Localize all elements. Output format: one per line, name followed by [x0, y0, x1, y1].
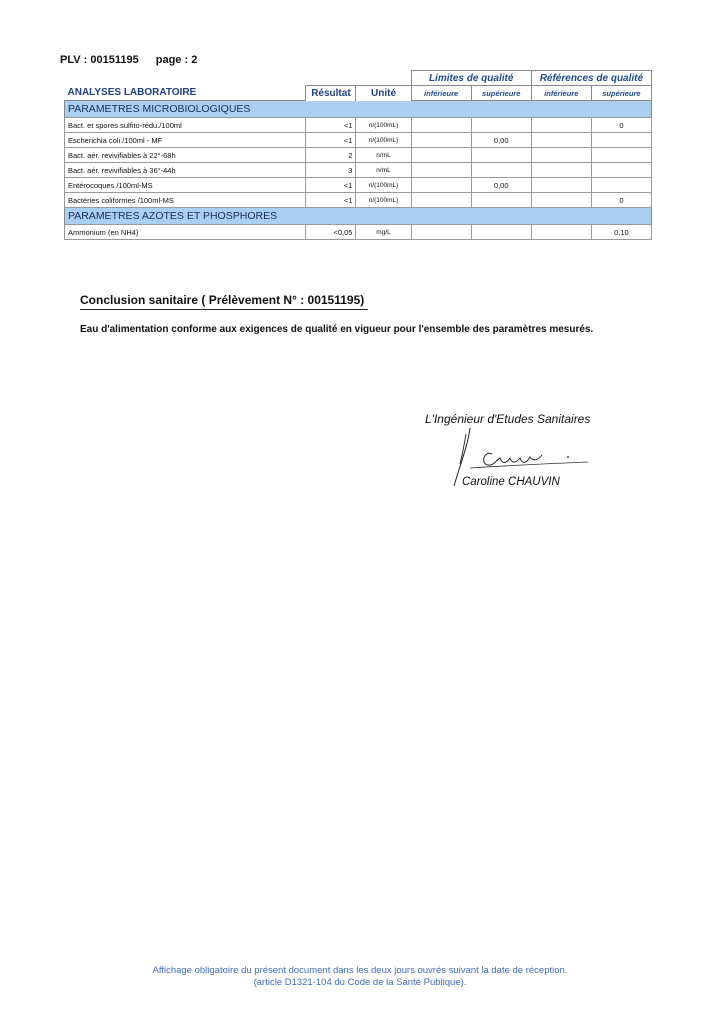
- table-row: [65, 225, 652, 240]
- table-row: [65, 118, 652, 133]
- unit-cell: n/(100mL): [356, 133, 411, 148]
- reference-lower-cell: [531, 163, 591, 178]
- unit-cell: n/mL: [356, 148, 411, 163]
- result-cell: 3: [306, 163, 356, 178]
- param-cell: Bact. et spores sulfito-rédu./100ml: [65, 118, 306, 133]
- result-cell: <0,05: [306, 225, 356, 240]
- conclusion-text: Eau d'alimentation conforme aux exigences de qualité en vigueur pour l'ensemble des paramètres mesurés.: [80, 324, 594, 335]
- unit-cell: n/(100mL): [356, 193, 411, 208]
- table-group-header-row: [65, 71, 652, 86]
- reference-lower-cell: [531, 225, 591, 240]
- limit-upper-cell: 0,00: [471, 133, 531, 148]
- limit-lower-cell: [411, 133, 471, 148]
- result-cell: <1: [306, 178, 356, 193]
- limit-upper-cell: [471, 193, 531, 208]
- result-column-header: Résultat: [306, 86, 356, 101]
- reference-upper-cell: 0: [591, 118, 651, 133]
- table-row: [65, 148, 652, 163]
- limit-upper-cell: 0,00: [471, 178, 531, 193]
- limits-upper-header: supérieure: [471, 86, 531, 101]
- result-cell: <1: [306, 118, 356, 133]
- table-row: [65, 178, 652, 193]
- unit-cell: n/(100mL): [356, 118, 411, 133]
- conclusion-title: Conclusion sanitaire ( Prélèvement N° : 00151195): [80, 293, 368, 310]
- reference-lower-cell: [531, 193, 591, 208]
- limit-lower-cell: [411, 118, 471, 133]
- reference-upper-cell: 0: [591, 193, 651, 208]
- unit-cell: mg/L: [356, 225, 411, 240]
- reference-lower-cell: [531, 148, 591, 163]
- reference-lower-cell: [531, 118, 591, 133]
- limit-lower-cell: [411, 148, 471, 163]
- table-row: [65, 193, 652, 208]
- table-header-row: [65, 86, 652, 101]
- param-cell: Bact. aér. revivifiables à 22°-68h: [65, 148, 306, 163]
- footer-line-1: Affichage obligatoire du présent document dans les deux jours ouvrés suivant la date de réception.: [152, 965, 568, 976]
- footer-line-2: (article D1321-104 du Code de la Santé Publique).: [253, 977, 467, 988]
- signatory-name: Caroline CHAUVIN: [462, 476, 560, 488]
- section-row: [65, 208, 652, 225]
- unit-cell: n/mL: [356, 163, 411, 178]
- table-title: ANALYSES LABORATOIRE: [65, 86, 306, 101]
- reference-upper-cell: [591, 148, 651, 163]
- reference-upper-cell: [591, 163, 651, 178]
- param-cell: Bact. aér. revivifiables à 36°-44h: [65, 163, 306, 178]
- reference-upper-cell: 0,10: [591, 225, 651, 240]
- reference-upper-cell: [591, 178, 651, 193]
- references-upper-header: supérieure: [591, 86, 651, 101]
- page-number: page : 2: [155, 54, 198, 66]
- table-row: [65, 133, 652, 148]
- result-cell: <1: [306, 133, 356, 148]
- reference-lower-cell: [531, 133, 591, 148]
- limit-upper-cell: [471, 225, 531, 240]
- footer-notice: [60, 965, 660, 989]
- limits-lower-header: inférieure: [411, 86, 471, 101]
- table-row: [65, 163, 652, 178]
- section-title: PARAMETRES AZOTES ET PHOSPHORES: [65, 208, 652, 225]
- result-cell: 2: [306, 148, 356, 163]
- limit-upper-cell: [471, 148, 531, 163]
- limit-upper-cell: [471, 163, 531, 178]
- limit-lower-cell: [411, 225, 471, 240]
- limit-upper-cell: [471, 118, 531, 133]
- section-title: PARAMETRES MICROBIOLOGIQUES: [65, 101, 652, 118]
- param-cell: Escherichia coli /100ml - MF: [65, 133, 306, 148]
- limit-lower-cell: [411, 193, 471, 208]
- references-lower-header: inférieure: [531, 86, 591, 101]
- section-row: [65, 101, 652, 118]
- param-cell: Ammonium (en NH4): [65, 225, 306, 240]
- plv-number: PLV : 00151195: [60, 54, 139, 66]
- param-cell: Entérocoques /100ml-MS: [65, 178, 306, 193]
- reference-lower-cell: [531, 178, 591, 193]
- limits-group-header: Limites de qualité: [411, 71, 531, 86]
- reference-upper-cell: [591, 133, 651, 148]
- signatory-title: L'Ingénieur d'Etudes Sanitaires: [425, 412, 591, 426]
- result-cell: <1: [306, 193, 356, 208]
- page-header: [60, 54, 211, 66]
- param-cell: Bactéries coliformes /100ml-MS: [65, 193, 306, 208]
- limit-lower-cell: [411, 178, 471, 193]
- limit-lower-cell: [411, 163, 471, 178]
- unit-cell: n/(100mL): [356, 178, 411, 193]
- references-group-header: Références de qualité: [531, 71, 651, 86]
- results-table: [64, 70, 652, 240]
- unit-column-header: Unité: [356, 86, 411, 101]
